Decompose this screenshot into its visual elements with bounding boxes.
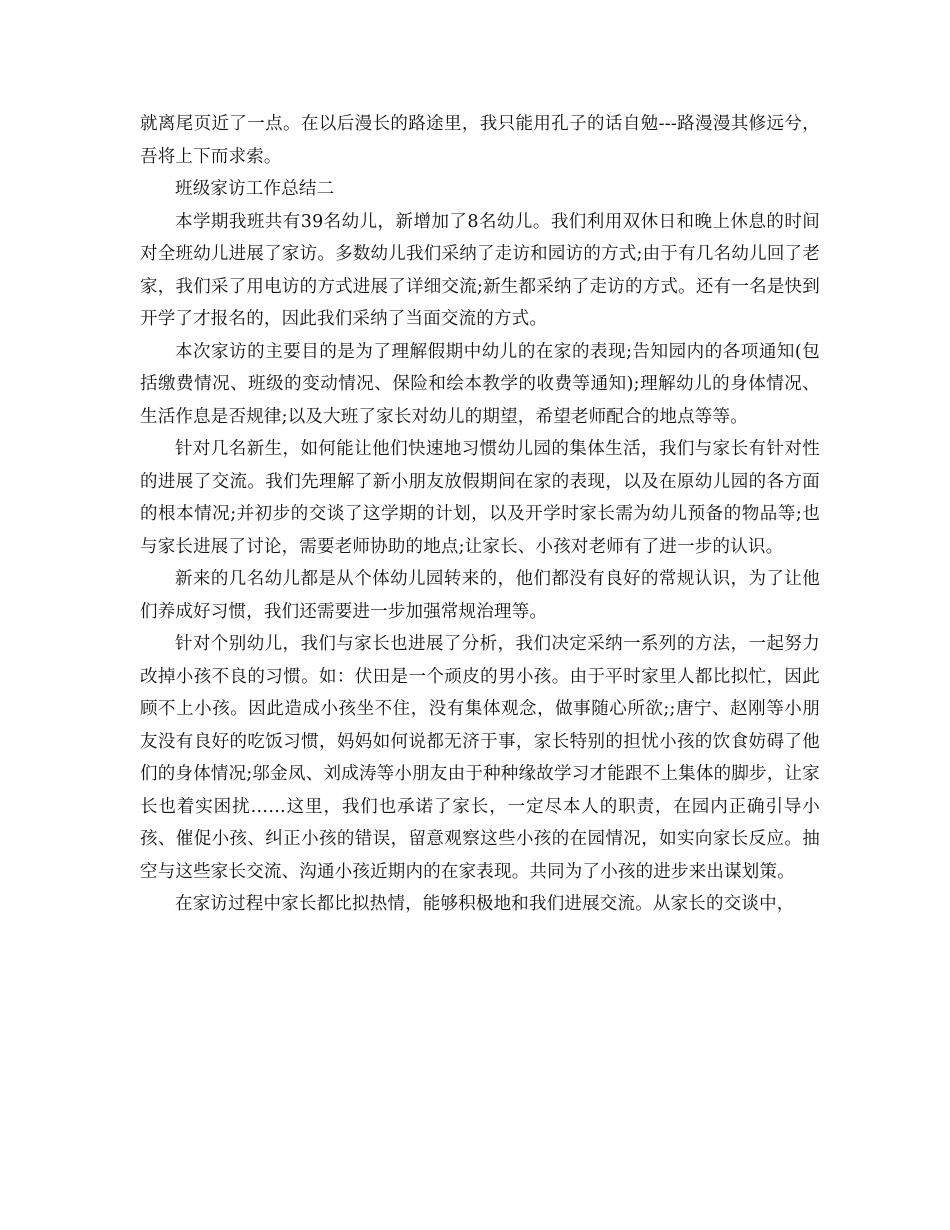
paragraph-new-students: 针对几名新生，如何能让他们快速地习惯幼儿园的集体生活，我们与家长有针对性的进展了交流。我们先理解了新小朋友放假期间在家的表现，以及在原幼儿园的各方面的根本情况;并初步的交谈了这学期的计划，以及开学时家长需为幼儿预备的物品等;也与家长进展了讨论，需要老师协助的地点;让家长、小孩对老师有了进一步的认识。 (140, 439, 820, 557)
paragraph-continuation: 就离尾页近了一点。在以后漫长的路途里，我只能用孔子的话自勉---路漫漫其修远兮，吾将上下而求索。 (140, 114, 820, 167)
document-body (140, 108, 820, 921)
paragraph-individual-cases: 针对个别幼儿，我们与家长也进展了分析，我们决定采纳一系列的方法，一起努力改掉小孩不良的习惯。如：伏田是一个顽皮的男小孩。由于平时家里人都比拟忙，因此顾不上小孩。因此造成小孩坐不住，没有集体观念，做事随心所欲;;唐宁、赵刚等小朋友没有良好的吃饭习惯，妈妈如何说都无济于事，家长特别的担忧小孩的饮食妨碍了他们的身体情况;邬金凤、刘成涛等小朋友由于种种缘故学习才能跟不上集体的脚步，让家长也着实困扰……这里，我们也承诺了家长，一定尽本人的职责，在园内正确引导小孩、催促小孩、纠正小孩的错误，留意观察这些小孩的在园情况，如实向家长反应。抽空与这些家长交流、沟通小孩近期内的在家表现。共同为了小孩的进步来出谋划策。 (140, 634, 820, 882)
paragraph-parent-feedback: 在家访过程中家长都比拟热情，能够积极地和我们进展交流。从家长的交谈中， (175, 894, 795, 914)
paragraph-transfers: 新来的几名幼儿都是从个体幼儿园转来的，他们都没有良好的常规认识，为了让他们养成好习惯，我们还需要进一步加强常规治理等。 (140, 569, 820, 622)
paragraph-overview: 本学期我班共有39名幼儿，新增加了8名幼儿。我们利用双休日和晚上休息的时间对全班幼儿进展了家访。多数幼儿我们采纳了走访和园访的方式;由于有几名幼儿回了老家，我们采了用电访的方式进展了详细交流;新生都采纳了走访的方式。还有一名是快到开学了才报名的，因此我们采纳了当面交流的方式。 (140, 211, 820, 329)
section-heading: 班级家访工作总结二 (175, 179, 335, 199)
paragraph-purpose: 本次家访的主要目的是为了理解假期中幼儿的在家的表现;告知园内的各项通知(包括缴费情况、班级的变动情况、保险和绘本教学的收费等通知);理解幼儿的身体情况、生活作息是否规律;以及大班了家长对幼儿的期望，希望老师配合的地点等等。 (140, 341, 820, 427)
